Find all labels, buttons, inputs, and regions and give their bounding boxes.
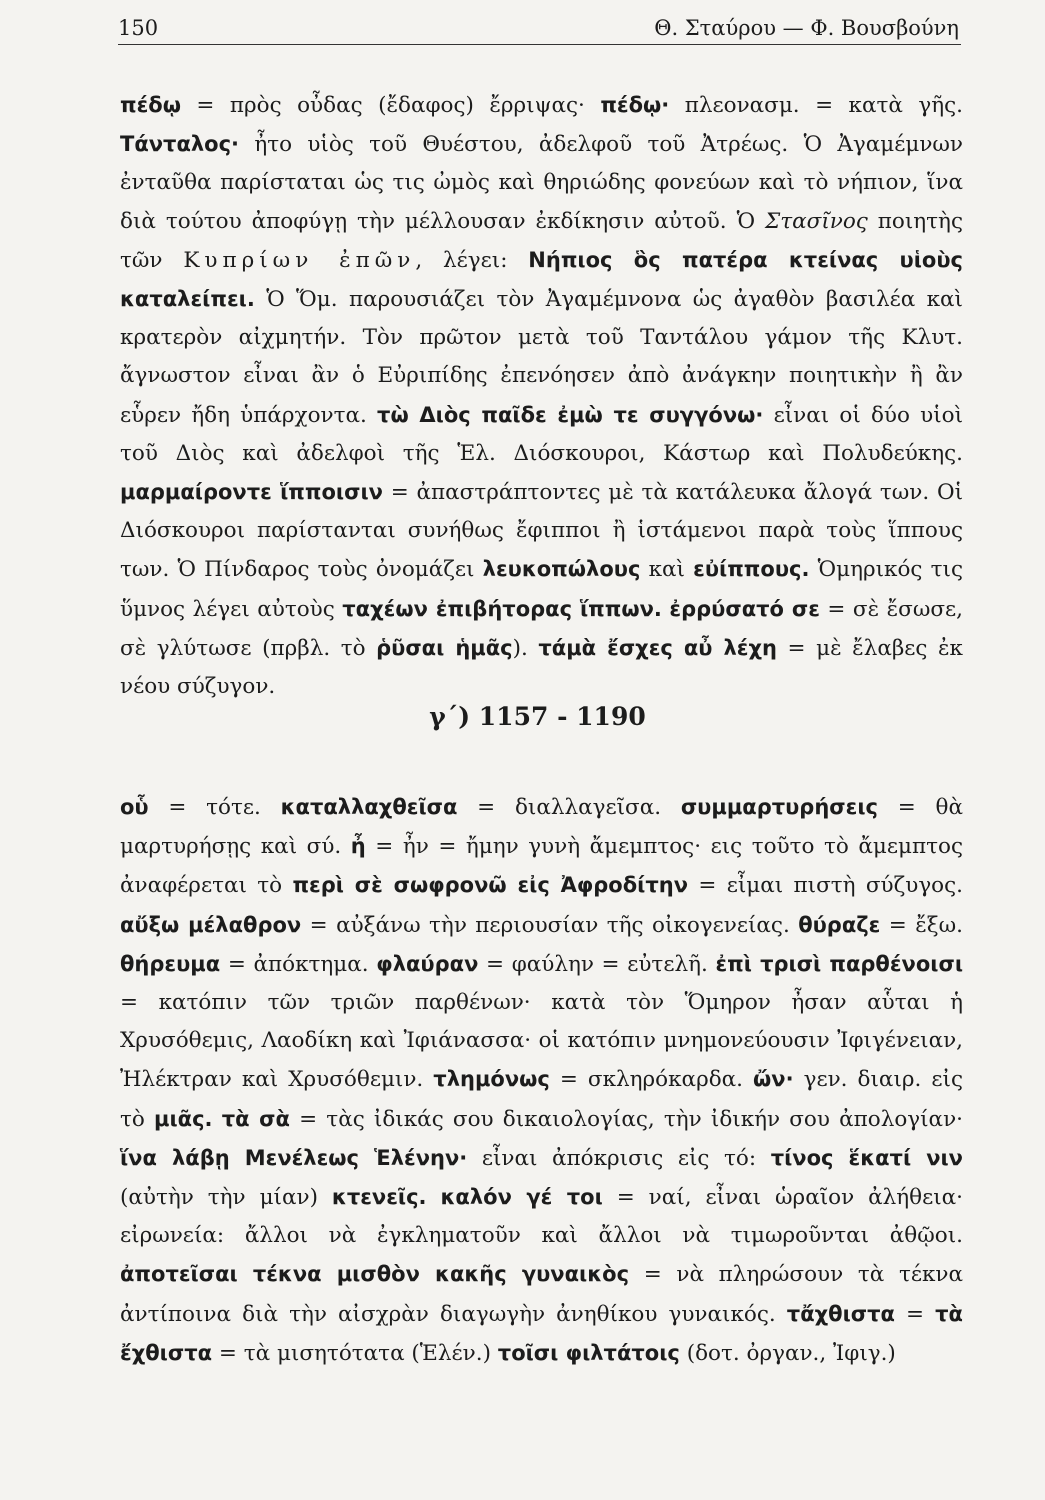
commentary-text: Στασῖνος xyxy=(765,208,868,234)
bold-lemma: πέδῳ xyxy=(120,93,181,117)
bold-lemma: ὤν· xyxy=(753,1067,794,1092)
bold-lemma: μαρμαίροντε ἵπποισιν xyxy=(120,480,383,505)
commentary-text: = xyxy=(894,1301,936,1327)
commentary-text: = θὰ μαρτυρήσῃς καὶ σύ. xyxy=(120,795,963,860)
running-head: Θ. Σταύρου — Φ. Βουσβούνη xyxy=(654,16,959,40)
bold-lemma: ἐρρύσατό σε xyxy=(669,596,820,621)
commentary-text: καὶ xyxy=(640,557,694,583)
commentary-text: = νὰ πληρώσουν τὰ τέκνα ἀντίποινα διὰ τὴν αἰσχρὰν διαγωγὴν ἀνηθίκου γυναικός. xyxy=(120,1262,963,1327)
page-number: 150 xyxy=(118,16,159,40)
commentary-text: = ἦν = ἤμην γυνὴ ἄμεμπτος· εις τοῦτο τὸ ἄμεμπτος ἀναφέρεται τὸ xyxy=(120,834,963,899)
bold-lemma: Νήπιος ὃς πατέρα κτείνας υἱοὺς καταλείπει. xyxy=(120,247,963,312)
commentary-text: = ναί, εἶναι ὡραῖον ἀλήθεια· εἰρωνεία: ἄλλοι νὰ ἐγκληματοῦν καὶ ἄλλοι νὰ τιμωροῦνται ἀθῷοι. xyxy=(120,1185,963,1249)
commentary-text: = τὰ μισητότατα (Ἑλέν.) xyxy=(212,1340,498,1366)
bold-lemma: συμμαρτυρήσεις xyxy=(680,795,878,819)
bold-lemma: τὰ ἔχθιστα xyxy=(120,1301,963,1365)
bold-lemma: θύραζε xyxy=(798,912,881,937)
commentary-text: Κυπρίων ἐπῶν xyxy=(183,247,416,273)
commentary-text: = εἶμαι πιστὴ σύζυγος. xyxy=(688,873,963,899)
commentary-text: ποιητὴς τῶν xyxy=(120,208,963,273)
bold-lemma: μιᾶς. xyxy=(154,1106,213,1131)
bold-lemma: καλόν γέ τοι xyxy=(440,1185,603,1210)
commentary-text: = πρὸς οὖδας (ἔδαφος) ἔρριψας· xyxy=(180,93,601,118)
commentary-text: Ὁ Ὅμ. παρουσιάζει τὸν Ἀγαμέμνονα ὡς ἀγαθὸν βασιλέα καὶ κρατερὸν αἰχμητήν. Τὸν πρῶτον μετὰ τοῦ Ταντάλου γάμον τῆς Κλυτ. ἄγνωστον εἶναι ἂν ὁ Εὐριπίδης ἐπενόησεν ἀπὸ ἀνάγκην ποιητικὴν ἢ ἂν εὗρεν ἤδη ὑπάρχοντα. xyxy=(120,287,963,428)
commentary-text: εἶναι ἀπόκρισις εἰς τό: xyxy=(467,1145,771,1171)
commentary-text: Ὁμηρικός τις ὕμνος λέγει αὐτοὺς xyxy=(120,557,964,622)
commentary-text: = ἀπόκτημα. xyxy=(220,951,377,977)
bold-lemma: ἵνα λάβῃ Μενέλεως Ἑλένην· xyxy=(120,1145,468,1170)
commentary-text: = τότε. xyxy=(148,795,281,820)
commentary-text: (αὐτὴν τὴν μίαν) xyxy=(120,1185,332,1211)
bold-lemma: εὐίππους. xyxy=(693,557,810,582)
commentary-paragraph-1 xyxy=(120,86,963,706)
bold-lemma: φλαύραν xyxy=(376,951,479,976)
commentary-text: = σκληρόκαρδα. xyxy=(549,1067,754,1093)
commentary-text xyxy=(427,1185,441,1210)
commentary-text: εἶναι οἱ δύο υἱοὶ τοῦ Διὸς καὶ ἀδελφοὶ τῆς Ἑλ. Διόσκουροι, Κάστωρ καὶ Πολυδεύκης. xyxy=(120,402,964,466)
bold-lemma: τάμὰ ἔσχες αὖ λέχη xyxy=(538,635,777,660)
commentary-text: = μὲ ἔλαβες ἐκ νέου σύζυγον. xyxy=(120,635,963,700)
commentary-text: = ἔξω. xyxy=(880,912,963,938)
commentary-text: , λέγει: xyxy=(415,247,529,273)
bold-lemma: κτενεῖς. xyxy=(331,1185,427,1210)
commentary-text: = σὲ ἔσωσε, σὲ γλύτωσε (πρβλ. τὸ xyxy=(120,596,963,661)
commentary-text: = κατόπιν τῶν τριῶν παρθένων· κατὰ τὸν Ὅμηρον ἦσαν αὗται ἡ Χρυσόθεμις, Λαοδίκη καὶ Ἰφιάνασσα· οἱ κατόπιν μνημονεύουσιν Ἰφιγένειαν, Ἠλέκτραν καὶ Χρυσόθεμιν. xyxy=(120,990,963,1093)
bold-lemma: τὰ σὰ xyxy=(221,1106,290,1131)
bold-lemma: ἦ xyxy=(350,834,366,859)
bold-lemma: αὔξω μέλαθρον xyxy=(120,912,302,937)
bold-lemma: ταχέων ἐπιβήτορας ἵππων. xyxy=(342,596,662,621)
commentary-text: = τὰς ἰδικάς σου δικαιολογίας, τὴν ἰδικήν σου ἀπολογίαν· xyxy=(289,1106,963,1132)
bold-lemma: τἄχθιστα xyxy=(786,1301,895,1326)
commentary-text: γεν. διαιρ. εἰς τὸ xyxy=(120,1067,963,1132)
commentary-text: πλεονασμ. = κατὰ γῆς. xyxy=(669,93,963,118)
bold-lemma: λευκοπώλους xyxy=(482,557,641,582)
bold-lemma: ῥῦσαι ἡμᾶς xyxy=(376,635,513,660)
bold-lemma: τοῖσι φιλτάτοις xyxy=(497,1340,680,1365)
commentary-text: = αὐξάνω τὴν περιουσίαν τῆς οἰκογενείας. xyxy=(301,912,799,938)
commentary-text: ἦτο υἱὸς τοῦ Θυέστου, ἀδελφοῦ τοῦ Ἀτρέως. Ὁ Ἀγαμέμνων ἐνταῦθα παρίσταται ὡς τις ὠμὸς καὶ θηριώδης φονεύων καὶ τὸ νήπιον, ἵνα διὰ τούτου ἀποφύγῃ τὴν μέλλουσαν ἐκδίκησιν αὐτοῦ. Ὁ xyxy=(120,132,963,234)
bold-lemma: πέδῳ· xyxy=(600,93,670,117)
bold-lemma: περὶ σὲ σωφρονῶ εἰς Ἀφροδίτην xyxy=(292,873,689,898)
commentary-text xyxy=(213,1107,222,1132)
commentary-text: = διαλλαγεῖσα. xyxy=(457,795,681,820)
bold-lemma: τὼ Διὸς παῖδε ἐμὼ τε συγγόνω· xyxy=(377,402,764,427)
page-header xyxy=(118,14,961,45)
commentary-text: ). xyxy=(512,635,539,661)
bold-lemma: ἀποτεῖσαι τέκνα μισθὸν κακῆς γυναικὸς xyxy=(120,1262,630,1287)
bold-lemma: οὗ xyxy=(120,795,149,819)
commentary-paragraph-2 xyxy=(120,788,963,1373)
bold-lemma: θήρευμα xyxy=(120,951,221,976)
bold-lemma: Τάνταλος· xyxy=(120,132,240,157)
bold-lemma: ἐπὶ τρισὶ παρθένοισι xyxy=(715,951,963,976)
bold-lemma: τλημόνως xyxy=(433,1067,550,1092)
commentary-text: = φαύλην = εὐτελῆ. xyxy=(478,951,716,977)
section-heading: γ´) 1157 - 1190 xyxy=(429,702,646,731)
bold-lemma: τίνος ἕκατί νιν xyxy=(770,1145,963,1170)
commentary-text: (δοτ. ὀργαν., Ἰφιγ.) xyxy=(679,1340,896,1366)
commentary-text: = ἀπαστράπτοντες μὲ τὰ κατάλευκα ἄλογά των. Οἱ Διόσκουροι παρίστανται συνήθως ἔφιπποι ἢ ἱστάμενοι παρὰ τοὺς ἵππους των. Ὁ Πίνδαρος τοὺς ὀνομάζει xyxy=(120,480,963,583)
bold-lemma: καταλλαχθεῖσα xyxy=(280,795,458,819)
